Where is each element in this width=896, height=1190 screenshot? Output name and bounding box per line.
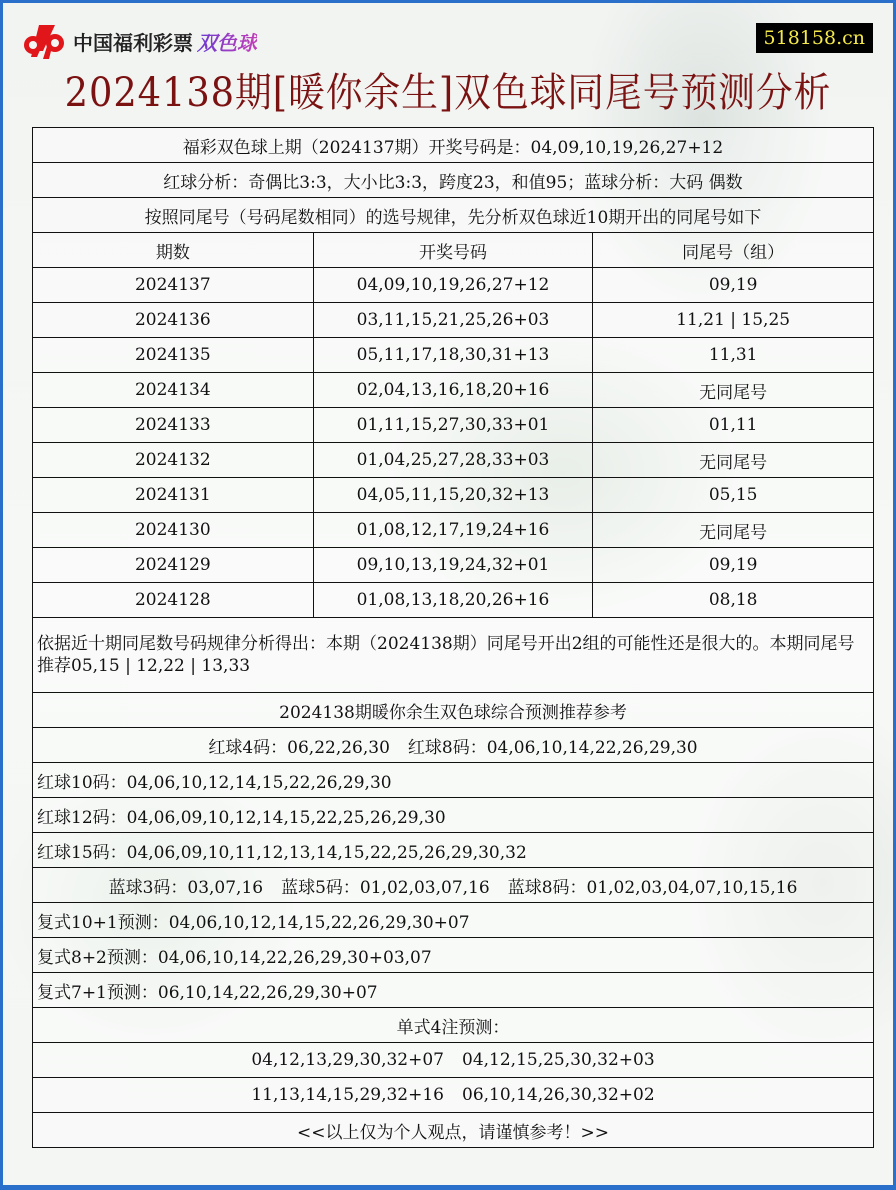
welfare-lottery-logo xyxy=(21,21,257,61)
fushi-10-1-text: 复式10+1预测：04,06,10,12,14,15,22,26,29,30+07 xyxy=(33,903,874,938)
same-tail-cell: 09,19 xyxy=(593,268,874,303)
numbers-cell: 01,11,15,27,30,33+01 xyxy=(313,408,593,443)
rule-intro-row xyxy=(33,198,874,233)
last-draw-row xyxy=(33,128,874,163)
period-cell: 2024130 xyxy=(33,513,314,548)
same-tail-cell: 11,31 xyxy=(593,338,874,373)
numbers-cell: 01,04,25,27,28,33+03 xyxy=(313,443,593,478)
numbers-cell: 01,08,12,17,19,24+16 xyxy=(313,513,593,548)
red-15-code: 红球15码：04,06,09,10,11,12,13,14,15,22,25,26,29,30,32 xyxy=(33,833,874,868)
same-tail-cell: 11,21 | 15,25 xyxy=(593,303,874,338)
fushi-8-2-row xyxy=(33,938,874,973)
single-bet: 04,12,15,25,30,32+03 xyxy=(462,1050,655,1070)
single-cell xyxy=(33,1043,874,1078)
fushi-8-2-text: 复式8+2预测：04,06,10,14,22,26,29,30+03,07 xyxy=(33,938,874,973)
single-title-row xyxy=(33,1008,874,1043)
numbers-cell: 09,10,13,19,24,32+01 xyxy=(313,548,593,583)
red-12-row xyxy=(33,798,874,833)
page-title: 2024138期[暖你余生]双色球同尾号预测分析 xyxy=(64,70,832,116)
table-row xyxy=(33,478,874,513)
fushi-7-1-text: 复式7+1预测：06,10,14,22,26,29,30+07 xyxy=(33,973,874,1008)
numbers-cell: 01,08,13,18,20,26+16 xyxy=(313,583,593,618)
table-row xyxy=(33,338,874,373)
conclusion-row xyxy=(33,618,874,693)
period-cell: 2024132 xyxy=(33,443,314,478)
recommend-title-row xyxy=(33,693,874,728)
red-10-row xyxy=(33,763,874,798)
numbers-cell: 05,11,17,18,30,31+13 xyxy=(313,338,593,373)
numbers-cell: 04,09,10,19,26,27+12 xyxy=(313,268,593,303)
column-header-numbers: 开奖号码 xyxy=(313,233,593,268)
single-title: 单式4注预测： xyxy=(33,1008,874,1043)
table-row xyxy=(33,408,874,443)
single-row-2 xyxy=(33,1078,874,1113)
same-tail-cell: 08,18 xyxy=(593,583,874,618)
numbers-cell: 03,11,15,21,25,26+03 xyxy=(313,303,593,338)
period-cell: 2024137 xyxy=(33,268,314,303)
single-bet: 06,10,14,26,30,32+02 xyxy=(462,1085,655,1105)
blue-3-code: 蓝球3码：03,07,16 xyxy=(108,877,264,898)
same-tail-cell: 09,19 xyxy=(593,548,874,583)
red-10-code: 红球10码：04,06,10,12,14,15,22,26,29,30 xyxy=(33,763,874,798)
period-cell: 2024136 xyxy=(33,303,314,338)
period-cell: 2024131 xyxy=(33,478,314,513)
blue-8-code: 蓝球8码：01,02,03,04,07,10,15,16 xyxy=(507,877,798,898)
same-tail-cell: 无同尾号 xyxy=(593,443,874,478)
fushi-7-1-row xyxy=(33,973,874,1008)
single-cell xyxy=(33,1078,874,1113)
blue-row xyxy=(33,868,874,903)
analysis-text: 红球分析：奇偶比3:3，大小比3:3，跨度23，和值95；蓝球分析：大码 偶数 xyxy=(33,163,874,198)
blue-cell xyxy=(33,868,874,903)
column-header-period: 期数 xyxy=(33,233,314,268)
table-row xyxy=(33,548,874,583)
conclusion-text: 依据近十期同尾数号码规律分析得出：本期（2024138期）同尾号开出2组的可能性还是很大的。本期同尾号推荐05,15 | 12,22 | 13,33 xyxy=(33,618,874,693)
period-cell: 2024128 xyxy=(33,583,314,618)
numbers-cell: 02,04,13,16,18,20+16 xyxy=(313,373,593,408)
same-tail-cell: 01,11 xyxy=(593,408,874,443)
table-row xyxy=(33,443,874,478)
table-row xyxy=(33,583,874,618)
last-draw-text: 福彩双色球上期（2024137期）开奖号码是：04,09,10,19,26,27+12 xyxy=(33,128,874,163)
period-cell: 2024134 xyxy=(33,373,314,408)
table-row xyxy=(33,513,874,548)
red-4-8-row xyxy=(33,728,874,763)
history-header-row xyxy=(33,233,874,268)
period-cell: 2024133 xyxy=(33,408,314,443)
recommend-title: 2024138期暖你余生双色球综合预测推荐参考 xyxy=(33,693,874,728)
disclaimer-row xyxy=(33,1113,874,1148)
analysis-row xyxy=(33,163,874,198)
period-cell: 2024129 xyxy=(33,548,314,583)
red-8-code: 红球8码：04,06,10,14,22,26,29,30 xyxy=(407,737,698,758)
single-bet: 04,12,13,29,30,32+07 xyxy=(251,1050,444,1070)
rule-intro-text: 按照同尾号（号码尾数相同）的选号规律，先分析双色球近10期开出的同尾号如下 xyxy=(33,198,874,233)
table-row xyxy=(33,373,874,408)
cwl-logo-icon xyxy=(21,21,69,61)
same-tail-cell: 无同尾号 xyxy=(593,373,874,408)
logo-text-brand: 双色球 xyxy=(197,27,257,56)
single-bet: 11,13,14,15,29,32+16 xyxy=(251,1085,444,1105)
analysis-table xyxy=(32,127,874,1148)
period-cell: 2024135 xyxy=(33,338,314,373)
same-tail-cell: 05,15 xyxy=(593,478,874,513)
column-header-same-tail: 同尾号（组） xyxy=(593,233,874,268)
fushi-10-1-row xyxy=(33,903,874,938)
site-badge[interactable]: 518158.cn xyxy=(756,23,873,53)
blue-5-code: 蓝球5码：01,02,03,07,16 xyxy=(281,877,490,898)
numbers-cell: 04,05,11,15,20,32+13 xyxy=(313,478,593,513)
red-4-8-cell xyxy=(33,728,874,763)
disclaimer-text: <<以上仅为个人观点，请谨慎参考！>> xyxy=(33,1113,874,1148)
red-4-code: 红球4码：06,22,26,30 xyxy=(208,737,390,758)
same-tail-cell: 无同尾号 xyxy=(593,513,874,548)
red-12-code: 红球12码：04,06,09,10,12,14,15,22,25,26,29,30 xyxy=(33,798,874,833)
single-row-1 xyxy=(33,1043,874,1078)
logo-text-main: 中国福利彩票 xyxy=(73,30,193,55)
red-15-row xyxy=(33,833,874,868)
table-row xyxy=(33,268,874,303)
table-row xyxy=(33,303,874,338)
